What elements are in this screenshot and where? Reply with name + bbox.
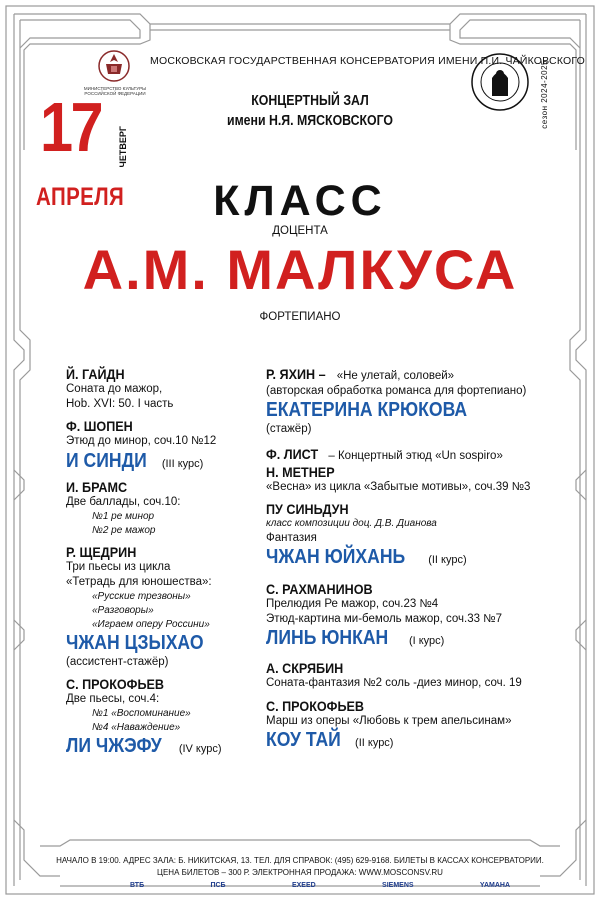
program-item <box>266 581 556 650</box>
program-item <box>66 479 256 538</box>
performer-status: (стажёр) <box>266 423 312 436</box>
season-label: сезон 2024-2025 <box>540 60 549 129</box>
teacher-name: А.М. МАЛКУСА <box>82 238 518 301</box>
composer-name: Р. ЯХИН – <box>266 366 326 382</box>
work-title: Этюд до минор, соч.10 №12 <box>66 435 217 448</box>
sponsor-logo: YAMAHA <box>479 882 510 889</box>
conservatory-name: МОСКОВСКАЯ ГОСУДАРСТВЕННАЯ КОНСЕРВАТОРИЯ ИМЕНИ П.И. ЧАЙКОВСКОГО <box>150 55 586 67</box>
composer-name: ПУ СИНЬДУН <box>266 500 349 517</box>
work-title: Марш из оперы «Любовь к трем апельсинам» <box>266 714 512 727</box>
performer-line <box>66 450 256 473</box>
work-title: «Весна» из цикла «Забытые мотивы», соч.39 №3 <box>266 480 531 493</box>
work-part: №1 «Воспоминание» <box>92 708 191 720</box>
performer-line <box>266 627 556 650</box>
sponsor-logo: EXEED <box>291 882 316 889</box>
program-item <box>266 446 556 495</box>
sponsor-logo: ПСБ <box>210 882 226 889</box>
performer-course: (II курс) <box>355 736 394 749</box>
work-title: Этюд-картина ми-бемоль мажор, соч.33 №7 <box>266 613 502 626</box>
event-month: АПРЕЛЯ <box>36 183 125 211</box>
performer-status: (ассистент-стажёр) <box>66 656 169 669</box>
work-title: – Концертный этюд «Un sospiro» <box>328 449 503 462</box>
program-item <box>266 366 556 438</box>
program-item <box>266 698 556 752</box>
sponsor-logo: ВТБ <box>130 882 145 889</box>
work-part: №1 ре минор <box>92 510 155 522</box>
program-item <box>66 544 256 671</box>
work-title: Две пьесы, соч.4: <box>66 693 160 706</box>
performer-line <box>266 729 556 752</box>
event-day: 17 <box>40 88 102 166</box>
program-item <box>66 418 256 472</box>
work-part: №4 «Наваждение» <box>92 722 181 734</box>
sponsor-logo: SIEMENS <box>382 882 414 889</box>
work-title: Соната до мажор, <box>66 383 163 395</box>
work-note: (авторская обработка романса для фортепиано) <box>266 385 527 398</box>
title-klass: КЛАСС <box>213 177 387 225</box>
composer-name: А. СКРЯБИН <box>266 660 344 677</box>
performer-name: КОУ ТАЙ <box>266 728 341 751</box>
composer-name: И. БРАМС <box>66 478 128 495</box>
program-item <box>266 501 556 569</box>
performer-name: И СИНДИ <box>66 449 147 472</box>
performer-name: ЕКАТЕРИНА КРЮКОВА <box>266 399 468 422</box>
composer-name: С. ПРОКОФЬЕВ <box>66 676 165 693</box>
performer-course: (I курс) <box>408 635 445 648</box>
performer-course: (III курс) <box>161 457 204 470</box>
work-part: «Русские трезвоны» <box>92 591 191 603</box>
work-title: Соната-фантазия №2 соль -диез минор, соч. 19 <box>266 677 522 690</box>
performer-name: ЛИ ЧЖЭФУ <box>66 735 162 758</box>
performer-line <box>266 546 556 569</box>
work-title: Фантазия <box>266 531 317 544</box>
sponsor-logos <box>130 882 510 889</box>
ministry-emblem-icon <box>96 48 132 84</box>
work-title: Две баллады, соч.10: <box>66 495 181 508</box>
work-part: №2 ре мажор <box>92 524 156 536</box>
work-title: «Не улетай, соловей» <box>336 370 455 382</box>
work-part: «Играем оперу Россини» <box>92 619 210 631</box>
conservatory-seal-icon <box>470 52 530 112</box>
ministry-caption: МИНИСТЕРСТВО КУЛЬТУРЫ РОССИЙСКОЙ ФЕДЕРАЦИИ <box>83 86 147 97</box>
footer-info: НАЧАЛО В 19:00. АДРЕС ЗАЛА: Б. НИКИТСКАЯ, 13. ТЕЛ. ДЛЯ СПРАВОК: (495) 629-9168. БИЛЕТЫ В КАССАХ КОНСЕРВАТОРИИ. <box>56 856 544 865</box>
composer-name: С. ПРОКОФЬЕВ <box>266 697 365 714</box>
composer-note: класс композиции доц. Д.В. Дианова <box>266 517 437 529</box>
composer-name: С. РАХМАНИНОВ <box>266 581 373 598</box>
instrument-label: ФОРТЕПИАНО <box>259 311 341 323</box>
work-part: «Разговоры» <box>92 605 154 617</box>
program-left-column <box>66 366 256 764</box>
work-title: «Тетрадь для юношества»: <box>66 575 212 588</box>
work-title: Три пьесы из цикла <box>66 560 171 573</box>
composer-name: Н. МЕТНЕР <box>266 463 335 480</box>
program-right-column <box>266 366 556 758</box>
performer-line <box>66 735 256 758</box>
work-title: Прелюдия Ре мажор, соч.23 №4 <box>266 598 439 611</box>
program-item <box>266 660 556 691</box>
program-item <box>66 676 256 758</box>
program-item <box>66 366 256 412</box>
performer-name: ЛИНЬ ЮНКАН <box>266 627 389 650</box>
composer-name: Ф. ШОПЕН <box>66 418 133 435</box>
performer-course: (II курс) <box>428 554 467 567</box>
footer-tickets: ЦЕНА БИЛЕТОВ – 300 Р. ЭЛЕКТРОННАЯ ПРОДАЖА: WWW.MOSCONSV.RU <box>157 868 443 877</box>
concert-hall <box>225 92 395 131</box>
event-weekday: ЧЕТВЕРГ <box>118 126 128 168</box>
performer-name: ЧЖАН ЦЗЫХАО <box>66 632 204 655</box>
work-title: Hob. XVI: 50. I часть <box>66 398 174 411</box>
composer-name: Р. ЩЕДРИН <box>66 543 137 560</box>
hall-line2: имени Н.Я. МЯСКОВСКОГО <box>226 112 394 129</box>
performer-name: ЧЖАН ЮЙХАНЬ <box>266 546 406 569</box>
composer-name: Й. ГАЙДН <box>66 366 125 382</box>
composer-name: Ф. ЛИСТ <box>266 445 319 462</box>
hall-line1: КОНЦЕРТНЫЙ ЗАЛ <box>251 93 369 109</box>
title-rank: ДОЦЕНТА <box>272 225 328 237</box>
performer-course: (IV курс) <box>178 743 222 756</box>
